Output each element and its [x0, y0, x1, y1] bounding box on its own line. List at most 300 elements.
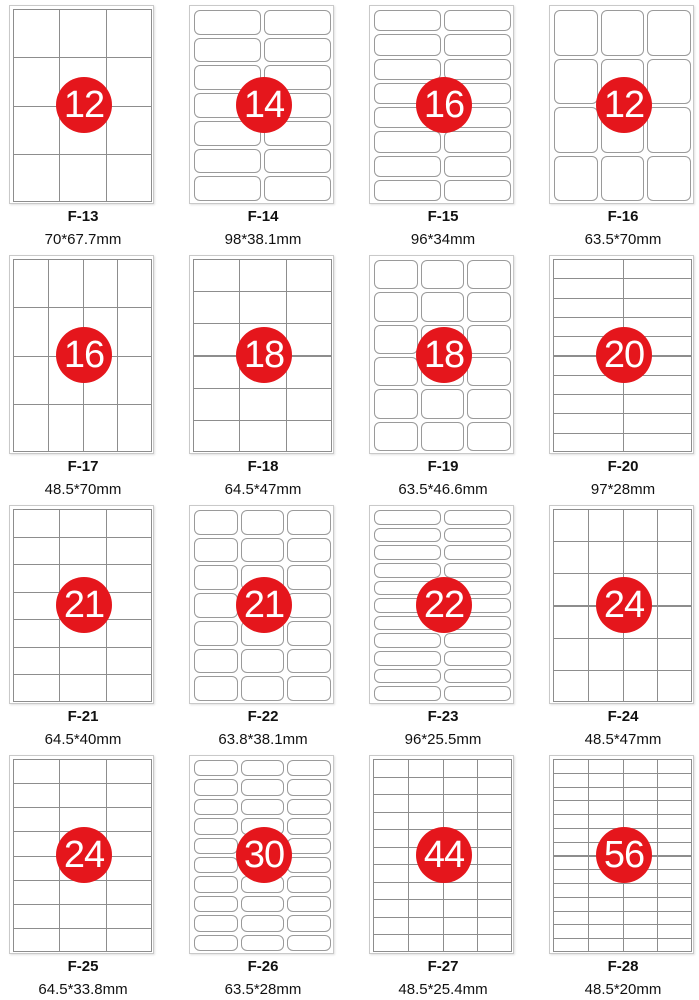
label-count-badge: 20 [596, 327, 652, 383]
label-cell [194, 896, 238, 912]
label-cell [194, 565, 238, 590]
label-cell [374, 180, 441, 201]
label-cell [264, 176, 331, 201]
label-cell [657, 670, 692, 702]
label-cell [553, 828, 589, 843]
label-cell [657, 573, 692, 606]
label-cell [59, 759, 106, 784]
label-cell [193, 259, 240, 292]
label-cell [287, 510, 331, 535]
label-cell [373, 917, 409, 936]
label-cell [467, 422, 511, 451]
label-cell [588, 541, 624, 574]
label-dimensions: 64.5*40mm [44, 731, 122, 748]
label-cell [623, 298, 693, 318]
label-cell [657, 842, 692, 857]
label-cell [117, 356, 152, 405]
label-cell [588, 911, 624, 926]
label-cell [443, 794, 479, 813]
label-cell [657, 856, 692, 871]
label-cell [374, 131, 441, 152]
label-cell [657, 897, 692, 912]
label-cell [194, 935, 238, 951]
label-dimensions: 48.5*70mm [44, 481, 122, 498]
label-cell [444, 528, 511, 543]
label-cell [477, 864, 512, 883]
label-cell [239, 291, 286, 324]
sheet-preview [189, 255, 334, 454]
label-cell [374, 325, 418, 354]
label-cell [241, 935, 285, 951]
label-dimensions: 48.5*25.4mm [398, 981, 488, 998]
label-cell [194, 818, 238, 834]
label-cell [106, 619, 152, 648]
label-cell [373, 759, 409, 778]
label-cell [106, 856, 152, 881]
label-cell [623, 924, 659, 939]
label-cell [287, 818, 331, 834]
label-cell [59, 154, 106, 202]
label-cell [13, 831, 60, 856]
label-cell [59, 928, 106, 952]
label-cell [373, 899, 409, 918]
label-count-badge: 18 [416, 327, 472, 383]
label-cell [194, 876, 238, 892]
label-cell [444, 686, 511, 701]
label-cell [553, 814, 589, 829]
label-cell [117, 259, 152, 308]
label-cell [48, 404, 84, 452]
label-cell [647, 59, 691, 105]
label-cell [287, 538, 331, 563]
label-cell [657, 800, 692, 815]
label-count-badge: 21 [56, 577, 112, 633]
label-cell [553, 509, 589, 542]
label-cell [241, 760, 285, 776]
label-cell [13, 154, 60, 202]
label-cell [657, 938, 692, 952]
label-cell [286, 323, 332, 356]
label-count-badge: 14 [236, 77, 292, 133]
label-cell [657, 911, 692, 926]
label-cell [657, 814, 692, 829]
model-code: F-18 [247, 458, 279, 475]
label-cell [287, 799, 331, 815]
label-cell [444, 651, 511, 666]
label-cell [623, 413, 693, 433]
label-cell [264, 38, 331, 63]
label-cell [553, 670, 589, 702]
label-cell [287, 760, 331, 776]
label-cell [286, 356, 332, 389]
label-cell [13, 619, 60, 648]
label-count-badge: 24 [56, 827, 112, 883]
label-count-badge: 56 [596, 827, 652, 883]
sheet-preview [189, 5, 334, 204]
label-cell [657, 869, 692, 884]
label-cell [657, 924, 692, 939]
label-cell [374, 10, 441, 31]
label-cell [194, 510, 238, 535]
label-cell [286, 291, 332, 324]
label-cell [239, 420, 286, 452]
label-cell [553, 842, 589, 857]
label-cell [241, 649, 285, 674]
label-cell [408, 899, 444, 918]
label-cell [444, 59, 511, 80]
label-cell [59, 509, 106, 538]
label-cell [374, 528, 441, 543]
label-cell [13, 783, 60, 808]
label-cell [623, 897, 659, 912]
label-cell [553, 433, 624, 452]
label-cell [623, 541, 659, 574]
model-code: F-22 [247, 708, 279, 725]
label-cell [553, 573, 589, 606]
label-cell [286, 420, 332, 452]
label-cell [241, 915, 285, 931]
label-cell [13, 509, 60, 538]
label-cell [601, 10, 645, 56]
model-code: F-14 [247, 208, 279, 225]
model-code: F-27 [427, 958, 459, 975]
label-dimensions: 63.8*38.1mm [218, 731, 308, 748]
label-cell [477, 934, 512, 952]
label-dimensions: 70*67.7mm [44, 231, 122, 248]
sheet-preview [369, 505, 514, 704]
label-cell [106, 904, 152, 929]
label-cell [374, 260, 418, 289]
label-cell [657, 787, 692, 802]
label-cell [477, 777, 512, 796]
label-cell [477, 829, 512, 848]
label-cell [657, 509, 692, 542]
label-cell [408, 882, 444, 901]
label-cell [241, 510, 285, 535]
label-cell [13, 404, 49, 452]
label-cell [588, 787, 624, 802]
sheet-preview [369, 5, 514, 204]
label-cell [554, 59, 598, 105]
label-cell [554, 107, 598, 153]
label-cell [467, 292, 511, 321]
label-cell [421, 422, 465, 451]
label-cell [194, 176, 261, 201]
label-cell [106, 537, 152, 566]
label-cell [13, 592, 60, 621]
label-cell [287, 593, 331, 618]
label-cell [623, 638, 659, 671]
label-cell [59, 537, 106, 566]
label-cell [13, 356, 49, 405]
label-count-badge: 21 [236, 577, 292, 633]
label-cell [194, 38, 261, 63]
label-cell [194, 10, 261, 35]
label-cell [623, 759, 659, 774]
label-cell [443, 899, 479, 918]
label-cell [194, 857, 238, 873]
label-cell [374, 545, 441, 560]
label-cell [477, 812, 512, 831]
label-cell [553, 259, 624, 279]
model-code: F-16 [607, 208, 639, 225]
sheet-preview [9, 255, 154, 454]
label-cell [193, 420, 240, 452]
label-cell [421, 260, 465, 289]
label-cell [553, 938, 589, 952]
label-cell [13, 564, 60, 593]
label-cell [467, 389, 511, 418]
label-cell [444, 633, 511, 648]
label-count-badge: 22 [416, 577, 472, 633]
label-cell [623, 800, 659, 815]
label-cell [193, 291, 240, 324]
label-cell [13, 57, 60, 106]
label-dimensions: 64.5*33.8mm [38, 981, 128, 998]
model-code: F-17 [67, 458, 99, 475]
label-dimensions: 48.5*47mm [584, 731, 662, 748]
label-cell [241, 538, 285, 563]
label-cell [588, 938, 624, 952]
label-cell [467, 260, 511, 289]
label-cell [588, 800, 624, 815]
label-cell [553, 773, 589, 788]
label-cell [13, 904, 60, 929]
label-cell [374, 389, 418, 418]
label-cell [287, 896, 331, 912]
label-cell [241, 779, 285, 795]
label-cell [13, 537, 60, 566]
label-cell [553, 800, 589, 815]
model-code: F-15 [427, 208, 459, 225]
label-cell [553, 606, 589, 639]
label-cell [647, 156, 691, 202]
label-cell [553, 541, 589, 574]
label-cell [553, 883, 589, 898]
label-cell [588, 759, 624, 774]
label-cell [287, 565, 331, 590]
label-cell [647, 10, 691, 56]
label-cell [59, 674, 106, 702]
label-cell [444, 34, 511, 55]
label-cell [48, 259, 84, 308]
label-cell [239, 388, 286, 421]
label-dimensions: 96*25.5mm [404, 731, 482, 748]
label-count-badge: 30 [236, 827, 292, 883]
label-cell [408, 777, 444, 796]
label-cell [444, 180, 511, 201]
label-dimensions: 48.5*20mm [584, 981, 662, 998]
label-cell [554, 156, 598, 202]
label-cell [444, 545, 511, 560]
label-cell [287, 857, 331, 873]
label-cell [588, 509, 624, 542]
label-cell [194, 676, 238, 701]
label-cell [106, 674, 152, 702]
sheet-preview [549, 255, 694, 454]
label-cell [106, 564, 152, 593]
label-cell [623, 670, 659, 702]
label-cell [287, 838, 331, 854]
label-cell [194, 538, 238, 563]
model-code: F-13 [67, 208, 99, 225]
label-cell [623, 883, 659, 898]
label-cell [601, 156, 645, 202]
label-cell [59, 9, 106, 58]
label-cell [106, 57, 152, 106]
label-cell [59, 783, 106, 808]
label-cell [477, 794, 512, 813]
label-cell [106, 928, 152, 952]
label-cell [287, 915, 331, 931]
label-cell [373, 847, 409, 866]
label-cell [194, 915, 238, 931]
label-cell [444, 156, 511, 177]
label-cell [13, 759, 60, 784]
label-cell [657, 828, 692, 843]
label-cell [374, 357, 418, 386]
label-cell [193, 388, 240, 421]
label-cell [588, 670, 624, 702]
label-cell [373, 864, 409, 883]
label-cell [241, 676, 285, 701]
label-cell [553, 856, 589, 871]
label-cell [553, 869, 589, 884]
label-cell [13, 856, 60, 881]
label-cell [623, 259, 693, 279]
label-cell [657, 883, 692, 898]
label-cell [444, 669, 511, 684]
model-code: F-24 [607, 708, 639, 725]
label-cell [286, 259, 332, 292]
label-cell [287, 621, 331, 646]
model-code: F-20 [607, 458, 639, 475]
label-cell [106, 154, 152, 202]
label-cell [553, 897, 589, 912]
model-code: F-23 [427, 708, 459, 725]
label-dimensions: 63.5*28mm [224, 981, 302, 998]
label-cell [373, 812, 409, 831]
label-cell [373, 934, 409, 952]
label-cell [374, 156, 441, 177]
label-cell [194, 593, 238, 618]
label-cell [623, 938, 659, 952]
label-cell [408, 794, 444, 813]
label-cell [477, 847, 512, 866]
label-cell [623, 433, 693, 452]
label-cell [657, 606, 692, 639]
label-cell [106, 647, 152, 676]
label-cell [59, 647, 106, 676]
label-cell [106, 592, 152, 621]
label-dimensions: 63.5*70mm [584, 231, 662, 248]
label-count-badge: 16 [416, 77, 472, 133]
label-cell [444, 10, 511, 31]
label-dimensions: 96*34mm [410, 231, 476, 248]
sheet-preview [549, 505, 694, 704]
label-cell [194, 838, 238, 854]
label-dimensions: 64.5*47mm [224, 481, 302, 498]
label-cell [444, 131, 511, 152]
label-count-badge: 44 [416, 827, 472, 883]
label-cell [421, 292, 465, 321]
label-cell [83, 404, 119, 452]
label-cell [194, 649, 238, 674]
label-count-badge: 16 [56, 327, 112, 383]
label-cell [374, 422, 418, 451]
label-cell [553, 413, 624, 433]
label-cell [59, 904, 106, 929]
label-cell [287, 779, 331, 795]
model-code: F-28 [607, 958, 639, 975]
sheet-preview [9, 5, 154, 204]
label-cell [467, 325, 511, 354]
sheet-preview [369, 255, 514, 454]
sheet-preview [189, 505, 334, 704]
label-cell [553, 394, 624, 414]
label-cell [194, 779, 238, 795]
label-cell [443, 934, 479, 952]
model-code: F-21 [67, 708, 99, 725]
label-cell [13, 928, 60, 952]
sheet-preview [549, 755, 694, 954]
label-cell [106, 783, 152, 808]
label-cell [241, 896, 285, 912]
sheet-preview [369, 755, 514, 954]
label-cell [374, 292, 418, 321]
label-cell [194, 760, 238, 776]
label-cell [553, 278, 624, 298]
label-cell [588, 638, 624, 671]
label-count-badge: 24 [596, 577, 652, 633]
label-cell [421, 389, 465, 418]
label-cell [553, 911, 589, 926]
label-cell [264, 149, 331, 174]
label-cell [657, 541, 692, 574]
label-cell [193, 323, 240, 356]
label-cell [194, 621, 238, 646]
label-cell [657, 638, 692, 671]
label-cell [117, 404, 152, 452]
label-cell [477, 882, 512, 901]
label-cell [106, 759, 152, 784]
label-cell [287, 876, 331, 892]
label-cell [408, 759, 444, 778]
label-cell [588, 897, 624, 912]
label-cell [287, 676, 331, 701]
label-dimensions: 97*28mm [590, 481, 656, 498]
label-cell [623, 787, 659, 802]
label-cell [623, 394, 693, 414]
label-cell [13, 807, 60, 832]
label-cell [443, 759, 479, 778]
model-code: F-19 [427, 458, 459, 475]
label-count-badge: 18 [236, 327, 292, 383]
label-cell [443, 777, 479, 796]
label-cell [287, 935, 331, 951]
label-cell [13, 259, 49, 308]
label-cell [647, 107, 691, 153]
sheet-preview [9, 505, 154, 704]
sheet-preview [549, 5, 694, 204]
label-cell [106, 509, 152, 538]
label-cell [467, 357, 511, 386]
sheet-preview [189, 755, 334, 954]
label-count-badge: 12 [56, 77, 112, 133]
label-cell [106, 831, 152, 856]
label-cell [477, 899, 512, 918]
label-cell [106, 9, 152, 58]
